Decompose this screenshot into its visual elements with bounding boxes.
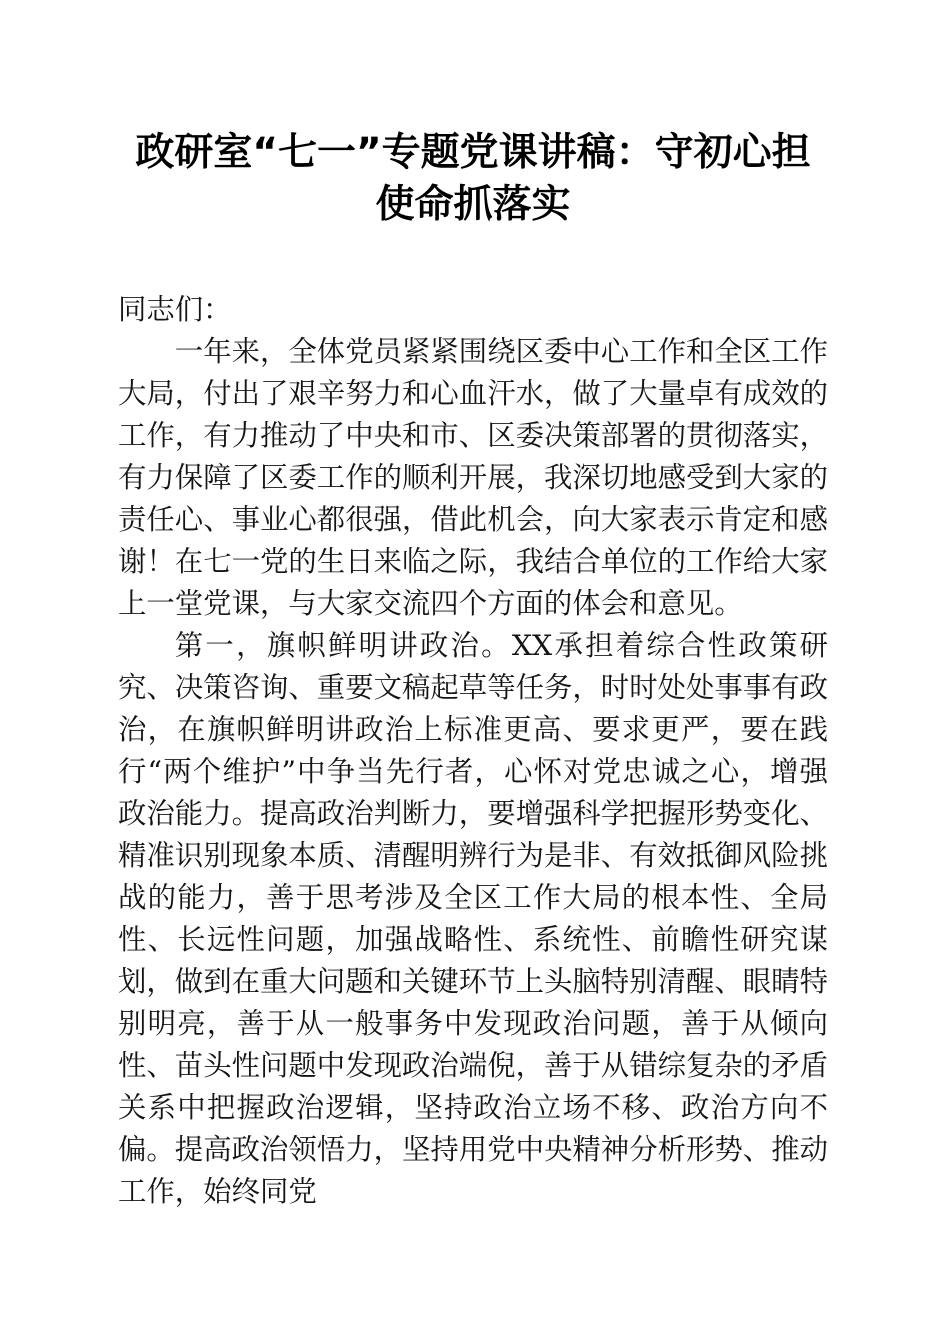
document-body	[118, 0, 828, 1213]
salutation-line: 同志们：	[118, 293, 232, 326]
page-title: 政研室“七一”专题党课讲稿：守初心担使命抓落实	[135, 130, 811, 227]
paragraph-opening: 一年来，全体党员紧紧围绕区委中心工作和全区工作大局，付出了艰辛努力和心血汗水，做了大量卓有成效的工作，有力推动了中央和市、区委决策部署的贯彻落实，有力保障了区委工作的顺利开展，我深切地感受到大家的责任心、事业心都很强，借此机会，向大家表示肯定和感谢！在七一党的生日来临之际，我结合单位的工作给大家上一堂党课，与大家交流四个方面的体会和意见。	[118, 335, 828, 620]
paragraph-section-one: 第一，旗帜鲜明讲政治。XX承担着综合性政策研究、决策咨询、重要文稿起草等任务，时时处处事事有政治，在旗帜鲜明讲政治上标准更高、要求更严，要在践行“两个维护”中争当先行者，心怀对党忠诚之心，增强政治能力。提高政治判断力，要增强科学把握形势变化、精准识别现象本质、清醒明辨行为是非、有效抵御风险挑战的能力，善于思考涉及全区工作大局的根本性、全局性、长远性问题，加强战略性、系统性、前瞻性研究谋划，做到在重大问题和关键环节上头脑特别清醒、眼睛特别明亮，善于从一般事务中发现政治问题，善于从倾向性、苗头性问题中发现政治端倪，善于从错综复杂的矛盾关系中把握政治逻辑，坚持政治立场不移、政治方向不偏。提高政治领悟力，坚持用党中央精神分析形势、推动工作，始终同党	[118, 629, 828, 1208]
